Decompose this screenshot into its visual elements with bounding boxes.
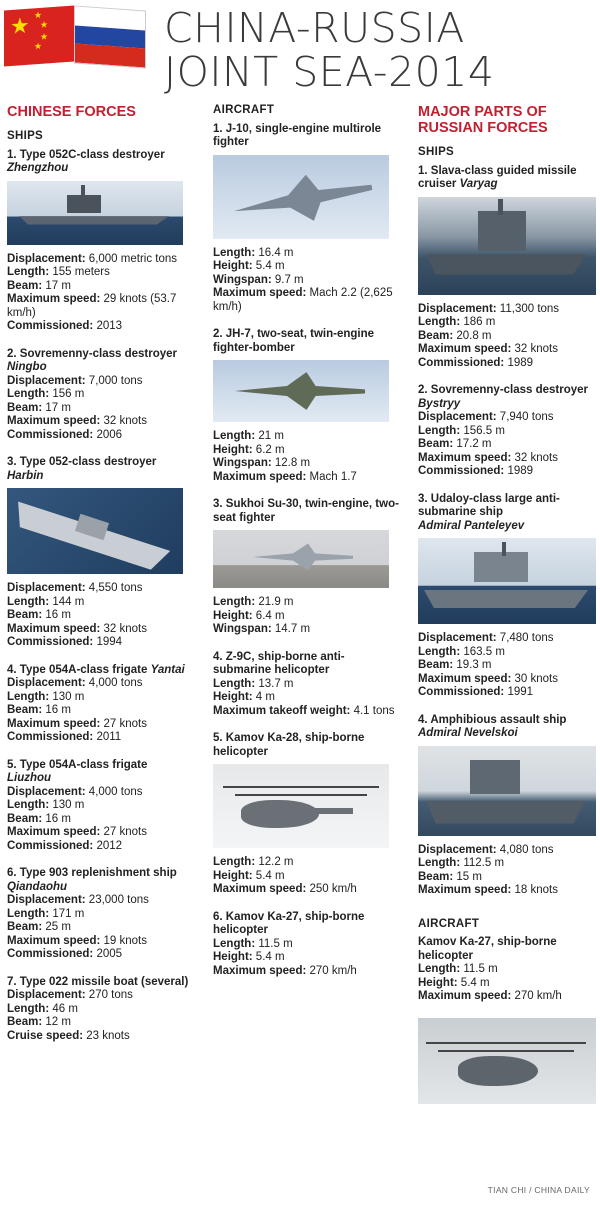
stat-line: Displacement: 270 tons [7, 989, 133, 1001]
stat-line: Length: 163.5 m [418, 645, 505, 658]
aircraft-title: 5. Kamov Ka-28, ship-borne helicopter [213, 732, 365, 758]
stat-line: Beam: 17.2 m [418, 438, 492, 450]
stat-line: Length: 186 m [418, 316, 496, 328]
stat-line: Length: 12.2 m [213, 856, 294, 868]
stat-line: Displacement: 4,000 tons [7, 785, 143, 798]
stat-line: Height: 6.2 m [213, 443, 285, 456]
stat-line: Displacement: 23,000 tons [7, 894, 149, 906]
aircraft-title: 4. Z-9C, ship-borne anti-submarine helicopter [213, 650, 345, 676]
stat-line: Beam: 19.3 m [418, 659, 492, 671]
stat-line: Beam: 16 m [7, 812, 71, 825]
russian-ships-label: SHIPS [418, 146, 455, 158]
stat-line: Wingspan: 9.7 m [213, 273, 304, 286]
aircraft-item-su30 [213, 498, 401, 637]
ship-item-nevelskoi [418, 714, 598, 898]
ship-title: 4. Type 054A-class frigate Yantai [7, 663, 185, 676]
ship-photo [7, 488, 183, 574]
aircraft-title: Kamov Ka-27, ship-borne helicopter [418, 936, 557, 962]
aircraft-heading: AIRCRAFT [213, 104, 275, 116]
stat-line: Displacement: 4,000 tons [7, 677, 143, 689]
stat-line: Commissioned: 1989 [418, 465, 534, 477]
aircraft-title: 1. J-10, single-engine multirole fighter [213, 122, 382, 148]
stat-line: Length: 156.5 m [418, 424, 505, 437]
ship-title: 4. Amphibious assault ship Admiral Nevelskoi [418, 713, 567, 739]
aircraft-item-z9c [213, 651, 401, 719]
ship-item-bystryy [418, 384, 598, 479]
ship-photo [418, 197, 596, 295]
stat-line: Commissioned: 2005 [7, 948, 123, 960]
stat-line: Commissioned: 1991 [418, 686, 534, 698]
aircraft-title: 2. JH-7, two-seat, twin-engine fighter-bomber [213, 328, 375, 354]
stat-line: Length: 16.4 m [213, 246, 294, 259]
stat-line: Height: 5.4 m [213, 951, 285, 963]
stat-line: Maximum speed: 30 knots [418, 672, 558, 685]
aircraft-photo [213, 360, 389, 422]
helicopter-photo [213, 764, 389, 848]
stat-line: Maximum speed: 27 knots [7, 826, 147, 838]
china-flag-icon: ★ ★ ★ ★ ★ [4, 6, 74, 67]
ship-item-qiandaohu [7, 867, 197, 962]
stat-line: Maximum speed: 32 knots [418, 343, 558, 355]
stat-line: Displacement: 11,300 tons [418, 302, 560, 315]
aircraft-item-jh7 [213, 328, 401, 484]
stat-line: Height: 5.4 m [213, 869, 285, 882]
stat-line: Displacement: 6,000 metric tons [7, 252, 178, 265]
aircraft-title: 6. Kamov Ka-27, ship-borne helicopter [213, 910, 365, 936]
aircraft-item-j10 [213, 123, 401, 315]
stat-line: Maximum speed: 32 knots [7, 622, 147, 635]
stat-line: Length: 144 m [7, 595, 85, 608]
stat-line: Height: 6.4 m [213, 609, 285, 622]
stat-line: Beam: 17 m [7, 279, 71, 292]
stat-line: Displacement: 4,550 tons [7, 582, 143, 594]
stat-line: Length: 130 m [7, 799, 85, 811]
stat-line: Height: 5.4 m [418, 976, 490, 989]
stat-line: Maximum speed: 270 km/h [213, 964, 357, 977]
stat-line: Beam: 20.8 m [418, 329, 492, 342]
ship-title: 3. Type 052-class destroyer Harbin [7, 456, 157, 482]
ship-item-type-022 [7, 976, 197, 1044]
ship-item-panteleyev [418, 493, 598, 700]
stat-line: Beam: 16 m [7, 609, 71, 621]
ship-title: 2. Sovremenny-class destroyer Ningbo [7, 347, 178, 373]
stat-line: Length: 11.5 m [418, 963, 498, 975]
stat-line: Length: 171 m [7, 907, 85, 920]
aircraft-item-ka27 [213, 911, 401, 979]
stat-line: Maximum takeoff weight: 4.1 tons [213, 704, 395, 717]
stat-line: Maximum speed: 250 km/h [213, 883, 357, 895]
ship-item-harbin [7, 456, 197, 650]
stat-line: Maximum speed: 19 knots [7, 934, 147, 947]
ship-photo [418, 538, 596, 624]
stat-line: Commissioned: 2011 [7, 731, 122, 743]
stat-line: Displacement: 4,080 tons [418, 843, 554, 856]
aircraft-photo [213, 530, 389, 588]
ship-title: 2. Sovremenny-class destroyer Bystryy [418, 384, 589, 410]
stat-line: Length: 11.5 m [213, 937, 293, 950]
chinese-forces-heading: CHINESE FORCES [7, 104, 136, 120]
stat-line: Length: 155 meters [7, 266, 110, 278]
stat-line: Maximum speed: 18 knots [418, 884, 558, 896]
aircraft-column [213, 104, 401, 992]
stat-line: Maximum speed: 270 km/h [418, 990, 562, 1002]
stat-line: Length: 21 m [213, 430, 284, 442]
ship-title: 7. Type 022 missile boat (several) [7, 975, 189, 988]
stat-line: Maximum speed: 27 knots [7, 717, 147, 730]
stat-line: Maximum speed: 29 knots (53.7 km/h) [7, 293, 177, 319]
ship-photo [7, 181, 183, 245]
stat-line: Wingspan: 14.7 m [213, 623, 311, 635]
aircraft-title: 3. Sukhoi Su-30, twin-engine, two-seat fighter [213, 498, 399, 524]
page-title [164, 6, 494, 94]
stat-line: Wingspan: 12.8 m [213, 457, 311, 469]
helicopter-photo [418, 1018, 596, 1104]
russian-forces-heading: MAJOR PARTS OF RUSSIAN FORCES [418, 104, 548, 136]
stat-line: Height: 5.4 m [213, 260, 285, 272]
aircraft-item-ka28 [213, 732, 401, 897]
ship-item-ningbo [7, 348, 197, 443]
stat-line: Maximum speed: Mach 2.2 (2,625 km/h) [213, 287, 393, 313]
stat-line: Length: 13.7 m [213, 677, 294, 690]
stat-line: Displacement: 7,480 tons [418, 632, 554, 644]
stat-line: Beam: 12 m [7, 1016, 71, 1028]
stat-line: Beam: 25 m [7, 921, 71, 933]
ship-item-liuzhou [7, 759, 197, 854]
russia-flag-icon [74, 5, 146, 68]
title-line-2: JOINT SEA-2014 [164, 48, 495, 96]
russian-forces-column [418, 104, 598, 1118]
header [0, 0, 600, 100]
photo-credit: TIAN CHI / CHINA DAILY [487, 1184, 590, 1195]
stat-line: Displacement: 7,000 tons [7, 374, 143, 387]
stat-line: Commissioned: 1994 [7, 636, 123, 648]
stat-line: Commissioned: 2012 [7, 839, 123, 852]
stat-line: Length: 112.5 m [418, 857, 505, 869]
aircraft-photo [213, 155, 389, 239]
chinese-ships-label: SHIPS [7, 130, 44, 142]
stat-line: Length: 156 m [7, 388, 85, 400]
stat-line: Maximum speed: Mach 1.7 [213, 470, 357, 483]
ship-photo [418, 746, 596, 836]
stat-line: Maximum speed: 32 knots [418, 451, 558, 464]
ship-title: 5. Type 054A-class frigate Liuzhou [7, 758, 148, 784]
stat-line: Length: 21.9 m [213, 596, 294, 608]
stat-line: Beam: 15 m [418, 870, 482, 883]
stat-line: Height: 4 m [213, 691, 275, 703]
chinese-forces-column [7, 104, 197, 1057]
stat-line: Maximum speed: 32 knots [7, 415, 147, 427]
stat-line: Cruise speed: 23 knots [7, 1029, 130, 1042]
stat-line: Beam: 16 m [7, 704, 71, 716]
stat-line: Beam: 17 m [7, 401, 71, 414]
stat-line: Commissioned: 1989 [418, 356, 534, 369]
stat-line: Length: 130 m [7, 690, 85, 703]
ship-title: 3. Udaloy-class large anti-submarine ship Admiral Panteleyev [418, 492, 560, 532]
ship-item-varyag [418, 165, 598, 371]
aircraft-item-ka27-russia [418, 936, 598, 1104]
ship-title: 1. Type 052C-class destroyer Zhengzhou [7, 148, 165, 174]
title-line-1: CHINA-RUSSIA [164, 4, 465, 52]
stat-line: Length: 46 m [7, 1002, 78, 1015]
stat-line: Displacement: 7,940 tons [418, 411, 554, 423]
stat-line: Commissioned: 2013 [7, 320, 123, 332]
ship-title: 1. Slava-class guided missile cruiser Varyag [418, 164, 577, 190]
ship-item-zhengzhou [7, 149, 197, 334]
ship-item-yantai [7, 664, 197, 745]
stat-line: Commissioned: 2006 [7, 428, 123, 441]
ship-title: 6. Type 903 replenishment ship Qiandaohu [7, 867, 177, 893]
russian-aircraft-label: AIRCRAFT [418, 917, 480, 930]
